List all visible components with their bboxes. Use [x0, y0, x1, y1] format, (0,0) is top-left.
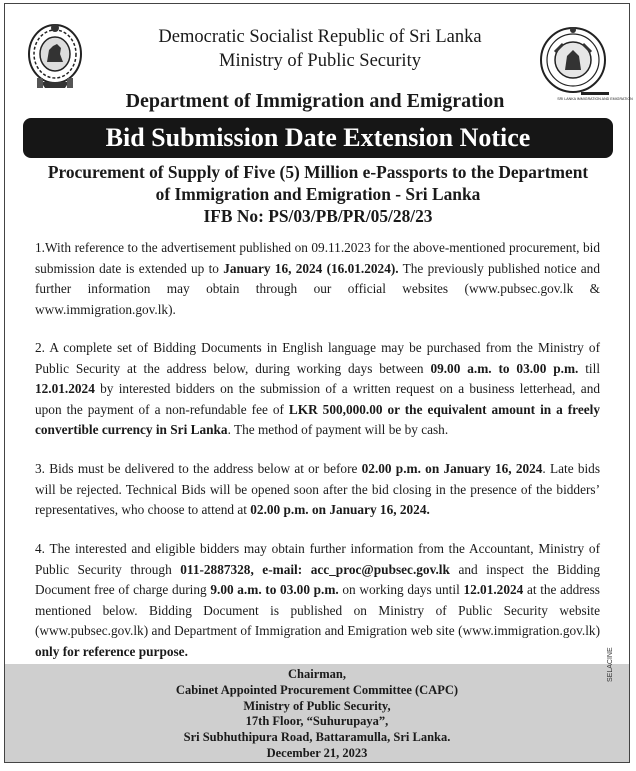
paragraph-1 [35, 238, 600, 320]
ministry-name: Ministry of Public Security [219, 51, 421, 71]
procurement-title [19, 161, 617, 227]
paragraph-3 [35, 459, 600, 521]
paragraph-4-text-e: on working days until [338, 582, 464, 597]
contact-info: 011-2887328, e-mail: acc_proc@pubsec.gov.lk [180, 561, 450, 577]
footer-line: Cabinet Appointed Procurement Committee (CAPC) [175, 682, 459, 697]
purchase-hours: 09.00 a.m. to 03.00 p.m. [430, 360, 579, 376]
purchase-deadline: 12.01.2024 [35, 381, 95, 396]
procurement-title-line2: of Immigration and Emigration - Sri Lanka [155, 184, 481, 204]
paragraph-2-text-g: . The method of payment will be by cash. [227, 422, 449, 437]
inspection-deadline: 12.01.2024 [463, 582, 524, 597]
extended-date: January 16, 2024 (16.01.2024). [223, 260, 399, 276]
paragraph-4-text-c: and inspect the Bidding Document free of charge during [35, 561, 600, 597]
paragraph-2 [35, 338, 600, 441]
sri-lanka-emblem-icon [27, 22, 83, 92]
paragraph-1-text-c: The previously published notice and further information may obtain through our official websites (www.pubsec.gov.lk & www.immigration.gov.lk). [35, 260, 600, 317]
bid-closing-time: 02.00 p.m. on January 16, 2024 [361, 461, 543, 476]
paragraph-3-text-a: 3. Bids must be delivered to the address below at or before [35, 461, 362, 476]
footer-line: Sri Subhuthipura Road, Battaramulla, Sri Lanka. [183, 730, 451, 745]
footer-line: 17th Floor, “Suhurupaya”, [245, 714, 389, 729]
footer-date: December 21, 2023 [266, 745, 368, 760]
paragraph-4-text-a: 4. The interested and eligible bidders may obtain further information from the Accountant, Ministry of Public Security through [35, 541, 600, 577]
procurement-title-line1: Procurement of Supply of Five (5) Million e-Passports to the Department [47, 162, 589, 182]
footer-line: Chairman, [288, 667, 346, 681]
paragraph-4-text-g: at the address mentioned below. Bidding Document is published on Ministry of Public Security website (www.pubsec.gov.lk) and Department of Immigration and Emigration web site (www.immigration.gov.lk) [35, 582, 600, 638]
ifb-number: IFB No: PS/03/PB/PR/05/28/23 [203, 206, 433, 226]
department-name: Department of Immigration and Emigration [125, 90, 505, 112]
paragraph-3-text-c: . Late bids will be rejected. Technical Bids will be opened soon after the bid closing in the presence of the bidders’ representatives, who choose to attend at [35, 461, 601, 517]
document-fee: LKR 500,000.00 or the equivalent amount in a freely convertible currency in Sri Lanka [35, 401, 600, 437]
paragraph-2-text-c: till [578, 360, 601, 376]
address-footer [5, 664, 629, 762]
inspection-hours: 9.00 a.m. to 03.00 p.m. [210, 582, 339, 597]
bid-opening-time: 02.00 p.m. on January 16, 2024. [250, 502, 430, 517]
notice-page [4, 3, 633, 763]
paragraph-2-text-e: by interested bidders on the submission of a written request on a business letterhead, and upon the payment of a non-refundable fee of [35, 381, 600, 417]
paragraph-2-text-a: 2. A complete set of Bidding Documents in English language may be purchased from the Ministry of Public Security at the address below, during working days between [35, 340, 600, 376]
notice-title-banner: Bid Submission Date Extension Notice [23, 118, 613, 158]
reference-purpose-note: only for reference purpose. [35, 643, 188, 659]
paragraph-1-text-a: 1.With reference to the advertisement published on 09.11.2023 for the above-mentioned procurement, bid submission date is extended up to [35, 240, 600, 276]
agency-mark: SELACINE [607, 647, 614, 682]
paragraph-4 [35, 539, 600, 662]
emblem-caption: SRI LANKA IMMIGRATION AND EMIGRATION [557, 97, 633, 101]
country-name: Democratic Socialist Republic of Sri Lanka [158, 27, 482, 47]
footer-line: Ministry of Public Security, [243, 698, 391, 713]
